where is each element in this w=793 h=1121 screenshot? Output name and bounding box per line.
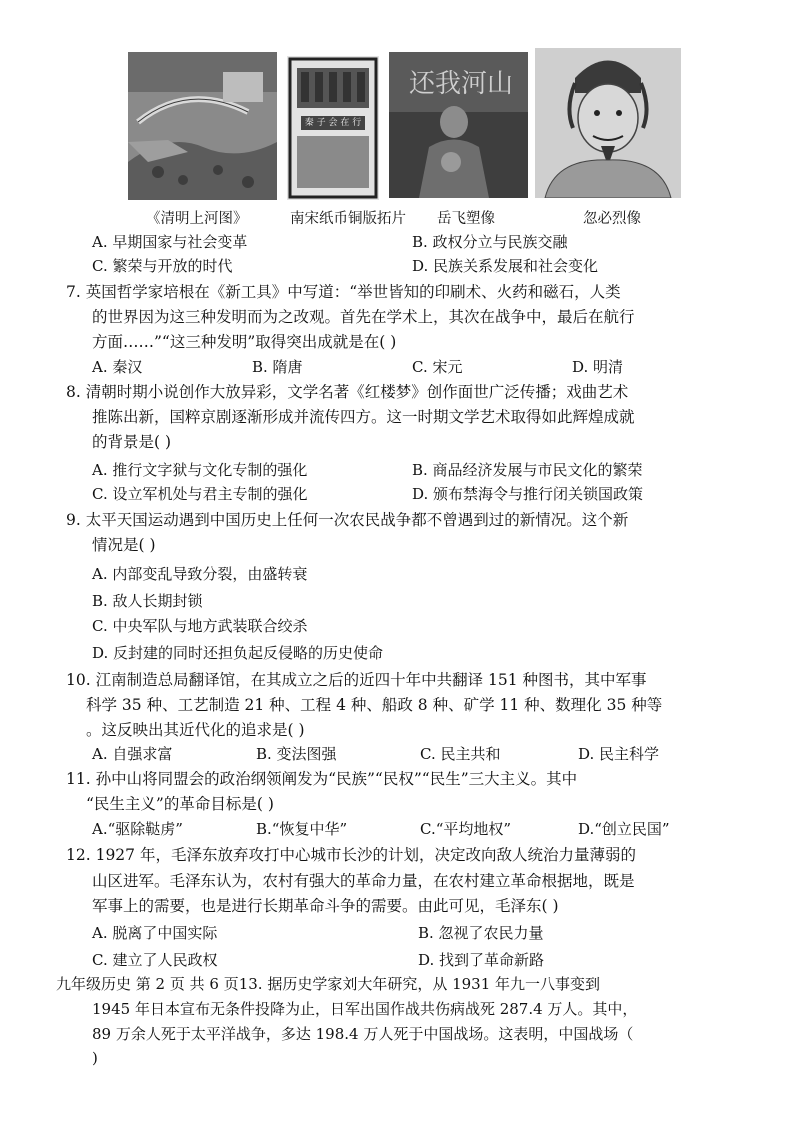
seal-text: 秦 子 会 在 行 — [304, 118, 362, 128]
q7-option-a: A. 秦汉 — [92, 358, 143, 376]
caption-paper-money: 南宋纸币铜版拓片 — [290, 211, 406, 227]
q12-option-b: B. 忽视了农民力量 — [418, 924, 544, 942]
qingming-painting-image — [128, 52, 277, 200]
q11-option-c: C.“平均地权” — [420, 820, 512, 838]
q6-option-c: C. 繁荣与开放的时代 — [92, 257, 233, 275]
q7-line-3: 方面……”“这三种发明”取得突出成就是在( ) — [92, 333, 397, 351]
q12-line-1: 12. 1927 年，毛泽东放弃攻打中心城市长沙的计划，决定改向敌人统治力量薄弱的 — [66, 846, 636, 864]
q7-line-1: 7. 英国哲学家培根在《新工具》中写道：“举世皆知的印刷术、火药和磁石，人类 — [66, 283, 621, 301]
caption-qingming: 《清明上河图》 — [146, 211, 248, 227]
q7-line-2: 的世界因为这三种发明而为之改观。首先在学术上，其次在战争中，最后在航行 — [92, 308, 635, 326]
q9-option-a: A. 内部变乱导致分裂，由盛转衰 — [92, 565, 308, 583]
q9-option-d: D. 反封建的同时还担负起反侵略的历史使命 — [92, 644, 384, 662]
q6-option-d: D. 民族关系发展和社会变化 — [412, 257, 599, 275]
q7-option-b: B. 隋唐 — [252, 358, 303, 376]
q8-line-1: 8. 清朝时期小说创作大放异彩，文学名著《红楼梦》创作面世广泛传播；戏曲艺术 — [66, 383, 629, 401]
q12-line-3: 军事上的需要，也是进行长期革命斗争的需要。由此可见，毛泽东( ) — [92, 897, 559, 915]
q12-option-a: A. 脱离了中国实际 — [92, 924, 218, 942]
svg-text:还我河山: 还我河山 — [409, 69, 514, 99]
q9-line-2: 情况是( ) — [92, 536, 156, 554]
q9-option-c: C. 中央军队与地方武装联合绞杀 — [92, 617, 308, 635]
q11-option-b: B.“恢复中华” — [256, 820, 348, 838]
q10-option-c: C. 民主共和 — [420, 745, 501, 763]
q13-line-1: 九年级历史 第 2 页 共 6 页13. 据历史学家刘大年研究，从 1931 年九一八事变到 — [56, 975, 601, 993]
q12-option-d: D. 找到了革命新路 — [418, 951, 545, 969]
q8-line-2: 推陈出新，国粹京剧逐渐形成并流传四方。这一时期文学艺术取得如此辉煌成就 — [92, 408, 635, 426]
q9-line-1: 9. 太平天国运动遇到中国历史上任何一次农民战争都不曾遇到过的新情况。这个新 — [66, 511, 629, 529]
q10-option-d: D. 民主科学 — [578, 745, 660, 763]
q8-option-d: D. 颁布禁海令与推行闭关锁国政策 — [412, 485, 644, 503]
yuefei-statue-image — [389, 52, 528, 198]
q13-line-3: 89 万余人死于太平洋战争，多达 198.4 万人死于中国战场。这表明，中国战场（ — [92, 1025, 634, 1043]
q6-option-b: B. 政权分立与民族交融 — [412, 233, 568, 251]
caption-kublai: 忽必烈像 — [583, 211, 641, 227]
q7-option-d: D. 明清 — [572, 358, 624, 376]
q8-option-b: B. 商品经济发展与市民文化的繁荣 — [412, 461, 643, 479]
q10-option-b: B. 变法图强 — [256, 745, 337, 763]
q9-option-b: B. 敌人长期封锁 — [92, 592, 203, 610]
caption-yuefei: 岳飞塑像 — [437, 211, 495, 227]
q7-option-c: C. 宋元 — [412, 358, 463, 376]
q8-option-a: A. 推行文字狱与文化专制的强化 — [92, 461, 308, 479]
q10-line-2: 科学 35 种、工艺制造 21 种、工程 4 种、船政 8 种、矿学 11 种、数理化 35 种等 — [86, 696, 663, 714]
q10-line-3: 。这反映出其近代化的追求是( ) — [86, 721, 305, 739]
q11-option-d: D.“创立民国” — [578, 820, 670, 838]
q13-line-4: ) — [92, 1049, 98, 1067]
q6-option-a: A. 早期国家与社会变革 — [92, 233, 248, 251]
q12-line-2: 山区进军。毛泽东认为，农村有强大的革命力量，在农村建立革命根据地，既是 — [92, 872, 635, 890]
q8-option-c: C. 设立军机处与君主专制的强化 — [92, 485, 308, 503]
q10-option-a: A. 自强求富 — [92, 745, 173, 763]
kublai-portrait-image — [535, 48, 681, 198]
q8-line-3: 的背景是( ) — [92, 433, 172, 451]
song-paper-money-image — [287, 56, 379, 200]
q13-line-2: 1945 年日本宣布无条件投降为止，日军出国作战共伤病战死 287.4 万人。其中， — [92, 1000, 638, 1018]
q11-line-1: 11. 孙中山将同盟会的政治纲领阐发为“民族”“民权”“民生”三大主义。其中 — [66, 770, 578, 788]
q12-option-c: C. 建立了人民政权 — [92, 951, 218, 969]
q11-line-2: “民生主义”的革命目标是( ) — [86, 795, 274, 813]
q10-line-1: 10. 江南制造总局翻译馆，在其成立之后的近四十年中共翻译 151 种图书，其中军事 — [66, 671, 647, 689]
q11-option-a: A.“驱除鞑虏” — [92, 820, 183, 838]
